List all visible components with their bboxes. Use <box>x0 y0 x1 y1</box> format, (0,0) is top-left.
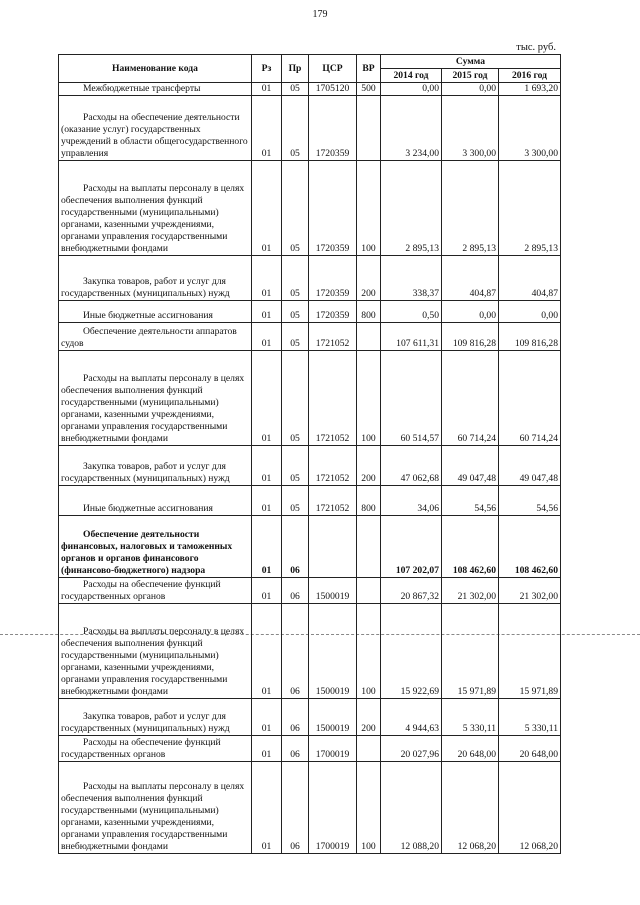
row-vr: 500 <box>357 83 381 96</box>
header-name: Наименование кода <box>59 55 252 83</box>
units-label: тыс. руб. <box>516 42 556 53</box>
row-vr: 100 <box>357 161 381 256</box>
row-vr: 200 <box>357 699 381 736</box>
table-row <box>59 323 561 351</box>
row-2014: 34,06 <box>381 486 442 516</box>
row-pr: 05 <box>282 96 309 161</box>
row-name: Закупка товаров, работ и услуг для государственных (муниципальных) нужд <box>59 446 252 486</box>
table-row <box>59 161 561 256</box>
page-number: 179 <box>312 9 328 20</box>
row-2014: 12 088,20 <box>381 762 442 854</box>
row-csr: 1720359 <box>309 256 357 301</box>
row-2016: 21 302,00 <box>499 578 561 604</box>
row-csr: 1721052 <box>309 351 357 446</box>
row-2015: 404,87 <box>442 256 499 301</box>
row-pr: 06 <box>282 604 309 699</box>
row-2015: 5 330,11 <box>442 699 499 736</box>
row-2014: 20 867,32 <box>381 578 442 604</box>
row-rz: 01 <box>252 96 282 161</box>
row-csr: 1705120 <box>309 83 357 96</box>
table-row <box>59 699 561 736</box>
row-rz: 01 <box>252 161 282 256</box>
row-2015: 0,00 <box>442 301 499 323</box>
header-year-2014: 2014 год <box>381 69 442 83</box>
row-csr: 1500019 <box>309 604 357 699</box>
row-2016: 12 068,20 <box>499 762 561 854</box>
row-rz: 01 <box>252 486 282 516</box>
row-2014: 107 611,31 <box>381 323 442 351</box>
row-2016: 109 816,28 <box>499 323 561 351</box>
row-name: Закупка товаров, работ и услуг для государственных (муниципальных) нужд <box>59 699 252 736</box>
row-2014: 3 234,00 <box>381 96 442 161</box>
row-2015: 21 302,00 <box>442 578 499 604</box>
row-name: Закупка товаров, работ и услуг для государственных (муниципальных) нужд <box>59 256 252 301</box>
row-pr: 05 <box>282 301 309 323</box>
row-2014: 4 944,63 <box>381 699 442 736</box>
row-pr: 06 <box>282 578 309 604</box>
row-2016: 5 330,11 <box>499 699 561 736</box>
row-vr <box>357 96 381 161</box>
row-csr: 1500019 <box>309 578 357 604</box>
row-2015: 60 714,24 <box>442 351 499 446</box>
row-rz: 01 <box>252 736 282 762</box>
row-vr: 100 <box>357 351 381 446</box>
row-csr <box>309 516 357 578</box>
row-2014: 60 514,57 <box>381 351 442 446</box>
row-vr: 200 <box>357 446 381 486</box>
row-pr: 05 <box>282 351 309 446</box>
row-rz: 01 <box>252 578 282 604</box>
table-row <box>59 736 561 762</box>
table-row <box>59 301 561 323</box>
row-rz: 01 <box>252 446 282 486</box>
table-row <box>59 351 561 446</box>
row-2015: 108 462,60 <box>442 516 499 578</box>
row-2016: 404,87 <box>499 256 561 301</box>
header-rz: Рз <box>252 55 282 83</box>
row-pr: 05 <box>282 256 309 301</box>
row-pr: 06 <box>282 736 309 762</box>
table-row <box>59 604 561 699</box>
row-pr: 05 <box>282 83 309 96</box>
row-vr: 800 <box>357 301 381 323</box>
row-name: Расходы на выплаты персоналу в целях обеспечения выполнения функций государственными (муниципальными) органами, казенными учреждениями, органами управления государственными внебюджетными фондами <box>59 351 252 446</box>
row-pr: 06 <box>282 699 309 736</box>
row-rz: 01 <box>252 323 282 351</box>
row-name: Расходы на обеспечение функций государственных органов <box>59 578 252 604</box>
row-name: Расходы на выплаты персоналу в целях обеспечения выполнения функций государственными (муниципальными) органами, казенными учреждениями, органами управления государственными внебюджетными фондами <box>59 604 252 699</box>
row-rz: 01 <box>252 604 282 699</box>
row-csr: 1721052 <box>309 323 357 351</box>
row-2015: 15 971,89 <box>442 604 499 699</box>
row-pr: 05 <box>282 486 309 516</box>
table-row-section <box>59 516 561 578</box>
row-csr: 1721052 <box>309 486 357 516</box>
row-name: Иные бюджетные ассигнования <box>59 486 252 516</box>
table-row <box>59 446 561 486</box>
row-csr: 1721052 <box>309 446 357 486</box>
row-vr: 100 <box>357 604 381 699</box>
row-vr: 200 <box>357 256 381 301</box>
row-name: Расходы на обеспечение деятельности (оказание услуг) государственных учреждений в области общегосударственного управления <box>59 96 252 161</box>
row-2016: 108 462,60 <box>499 516 561 578</box>
row-pr: 05 <box>282 446 309 486</box>
header-vr: ВР <box>357 55 381 83</box>
table-row <box>59 256 561 301</box>
row-pr: 05 <box>282 161 309 256</box>
row-pr: 06 <box>282 516 309 578</box>
header-sum: Сумма <box>381 55 561 69</box>
table-row <box>59 762 561 854</box>
row-2014: 2 895,13 <box>381 161 442 256</box>
row-rz: 01 <box>252 83 282 96</box>
table-row <box>59 96 561 161</box>
row-vr <box>357 736 381 762</box>
row-pr: 05 <box>282 323 309 351</box>
row-name: Обеспечение деятельности финансовых, налоговых и таможенных органов и органов финансового (финансово-бюджетного) надзора <box>59 516 252 578</box>
row-2015: 0,00 <box>442 83 499 96</box>
row-2015: 54,56 <box>442 486 499 516</box>
row-2015: 2 895,13 <box>442 161 499 256</box>
row-vr <box>357 578 381 604</box>
row-vr: 800 <box>357 486 381 516</box>
table-row <box>59 578 561 604</box>
row-2016: 20 648,00 <box>499 736 561 762</box>
row-2016: 3 300,00 <box>499 96 561 161</box>
row-name: Расходы на выплаты персоналу в целях обеспечения выполнения функций государственными (муниципальными) органами, казенными учреждениями, органами управления государственными внебюджетными фондами <box>59 161 252 256</box>
header-csr: ЦСР <box>309 55 357 83</box>
row-rz: 01 <box>252 516 282 578</box>
row-2014: 0,00 <box>381 83 442 96</box>
row-vr: 100 <box>357 762 381 854</box>
row-2016: 54,56 <box>499 486 561 516</box>
row-vr <box>357 323 381 351</box>
row-2014: 47 062,68 <box>381 446 442 486</box>
header-year-2015: 2015 год <box>442 69 499 83</box>
row-rz: 01 <box>252 301 282 323</box>
row-pr: 06 <box>282 762 309 854</box>
row-2014: 20 027,96 <box>381 736 442 762</box>
row-vr <box>357 516 381 578</box>
row-name: Обеспечение деятельности аппаратов судов <box>59 323 252 351</box>
row-2015: 20 648,00 <box>442 736 499 762</box>
row-2016: 15 971,89 <box>499 604 561 699</box>
row-csr: 1720359 <box>309 301 357 323</box>
row-csr: 1500019 <box>309 699 357 736</box>
row-name: Межбюджетные трансферты <box>59 83 252 96</box>
row-2016: 1 693,20 <box>499 83 561 96</box>
table-header <box>59 55 561 83</box>
row-2014: 0,50 <box>381 301 442 323</box>
row-2014: 107 202,07 <box>381 516 442 578</box>
row-csr: 1720359 <box>309 161 357 256</box>
header-pr: Пр <box>282 55 309 83</box>
row-2016: 2 895,13 <box>499 161 561 256</box>
header-year-2016: 2016 год <box>499 69 561 83</box>
row-2015: 12 068,20 <box>442 762 499 854</box>
budget-table <box>58 54 561 854</box>
row-rz: 01 <box>252 699 282 736</box>
row-name: Иные бюджетные ассигнования <box>59 301 252 323</box>
row-2015: 3 300,00 <box>442 96 499 161</box>
table-row <box>59 486 561 516</box>
table-row <box>59 83 561 96</box>
row-2014: 15 922,69 <box>381 604 442 699</box>
row-2014: 338,37 <box>381 256 442 301</box>
row-csr: 1720359 <box>309 96 357 161</box>
row-name: Расходы на обеспечение функций государственных органов <box>59 736 252 762</box>
row-rz: 01 <box>252 762 282 854</box>
row-rz: 01 <box>252 351 282 446</box>
row-name: Расходы на выплаты персоналу в целях обеспечения выполнения функций государственными (муниципальными) органами, казенными учреждениями, органами управления государственными внебюджетными фондами <box>59 762 252 854</box>
row-2016: 60 714,24 <box>499 351 561 446</box>
row-2015: 109 816,28 <box>442 323 499 351</box>
row-csr: 1700019 <box>309 762 357 854</box>
row-rz: 01 <box>252 256 282 301</box>
row-csr: 1700019 <box>309 736 357 762</box>
row-2015: 49 047,48 <box>442 446 499 486</box>
row-2016: 0,00 <box>499 301 561 323</box>
row-2016: 49 047,48 <box>499 446 561 486</box>
